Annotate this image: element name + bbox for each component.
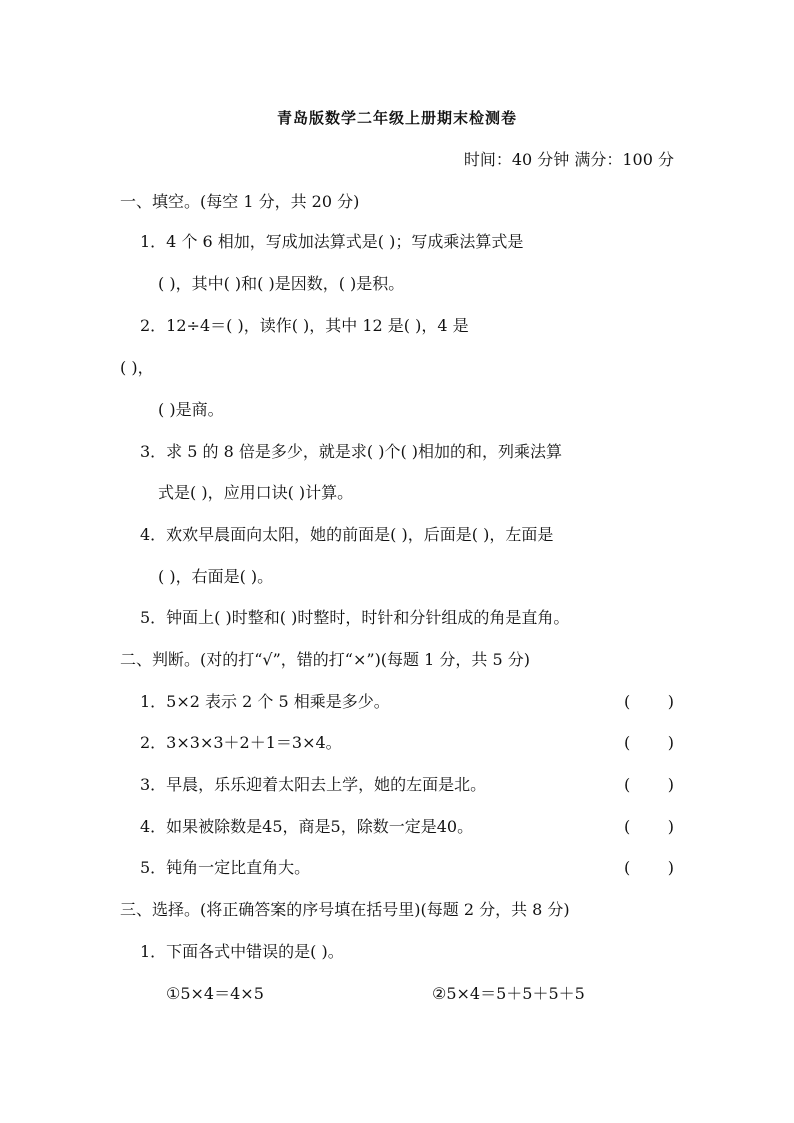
judge-item-1: 1．5×2 表示 2 个 5 相乘是多少。 <box>140 692 390 711</box>
judge-item-3: 3．早晨，乐乐迎着太阳去上学，她的左面是北。 <box>140 775 487 794</box>
section-heading-judge: 二、判断。(对的打“√”，错的打“×”)(每题 1 分，共 5 分) <box>120 650 530 669</box>
answer-paren-5[interactable]: ( ) <box>624 858 674 877</box>
page-title: 青岛版数学二年级上册期末检测卷 <box>276 109 517 127</box>
answer-paren-2[interactable]: ( ) <box>624 733 674 752</box>
fill-q2-line1: 2．12÷4＝( )，读作( )，其中 12 是( )，4 是 <box>140 316 469 335</box>
fill-q2-line2: ( )， <box>120 358 154 377</box>
choice-q1-option-2: ②5×4＝5＋5＋5＋5 <box>432 984 585 1003</box>
section-heading-fill: 一、填空。(每空 1 分，共 20 分) <box>120 192 360 211</box>
choice-q1: 1．下面各式中错误的是( )。 <box>140 942 344 961</box>
answer-paren-4[interactable]: ( ) <box>624 817 674 836</box>
fill-q2-line3: ( )是商。 <box>158 400 224 419</box>
answer-paren-1[interactable]: ( ) <box>624 692 674 711</box>
fill-q3-line1: 3．求 5 的 8 倍是多少，就是求( )个( )相加的和，列乘法算 <box>140 442 563 461</box>
fill-q1-line2: ( )，其中( )和( )是因数，( )是积。 <box>158 274 405 293</box>
fill-q1-line1: 1．4 个 6 相加，写成加法算式是( )；写成乘法算式是 <box>140 232 524 251</box>
choice-q1-option-1: ①5×4＝4×5 <box>166 984 264 1003</box>
judge-item-5: 5．钝角一定比直角大。 <box>140 858 311 877</box>
exam-meta: 时间：40 分钟 满分：100 分 <box>463 150 674 169</box>
answer-paren-3[interactable]: ( ) <box>624 775 674 794</box>
fill-q3-line2: 式是( )，应用口诀( )计算。 <box>158 483 354 502</box>
section-heading-choice: 三、选择。(将正确答案的序号填在括号里)(每题 2 分，共 8 分) <box>120 900 570 919</box>
judge-item-2: 2．3×3×3＋2＋1＝3×4。 <box>140 733 342 752</box>
fill-q4-line1: 4．欢欢早晨面向太阳，她的前面是( )，后面是( )，左面是 <box>140 525 554 544</box>
fill-q5-line1: 5．钟面上( )时整和( )时整时，时针和分针组成的角是直角。 <box>140 608 570 627</box>
judge-item-4: 4．如果被除数是45，商是5，除数一定是40。 <box>140 817 474 836</box>
fill-q4-line2: ( )，右面是( )。 <box>158 567 274 586</box>
